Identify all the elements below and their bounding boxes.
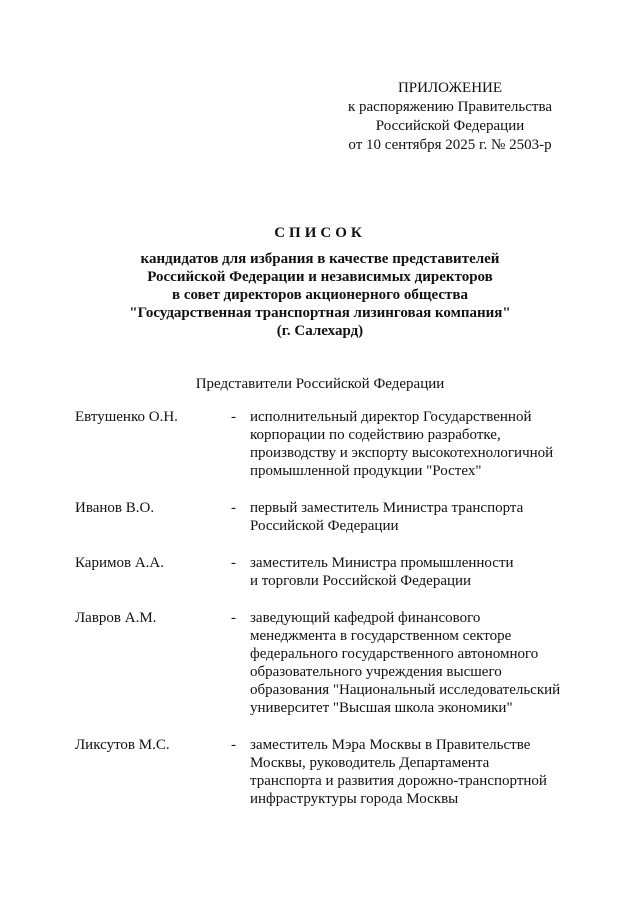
position-line: первый заместитель Министра транспорта: [250, 500, 524, 516]
position-line: менеджмента в государственном секторе: [250, 628, 512, 644]
subtitle-line: (г. Салехард): [276, 323, 364, 339]
member-position: [250, 499, 570, 535]
member-dash: -: [231, 610, 236, 626]
member-dash: -: [231, 555, 236, 571]
position-line: образования "Национальный исследовательский: [250, 682, 561, 698]
position-line: Российской Федерации: [250, 518, 399, 534]
member-name: Иванов В.О.: [75, 500, 155, 516]
section-heading: Представители Российской Федерации: [195, 376, 445, 392]
member-entry: [0, 554, 640, 590]
position-line: образовательного учреждения высшего: [250, 664, 502, 680]
appendix-reference-line: к распоряжению Правительства: [347, 99, 552, 115]
appendix-reference-line: от 10 сентября 2025 г. № 2503-р: [348, 137, 552, 153]
member-entry: [0, 609, 640, 717]
position-line: университет "Высшая школа экономики": [250, 700, 513, 716]
member-name: Лавров А.М.: [75, 610, 157, 626]
member-dash: -: [231, 409, 236, 425]
member-entry: [0, 408, 640, 480]
position-line: инфраструктуры города Москвы: [250, 791, 459, 807]
appendix-header: [330, 79, 570, 155]
document-subtitle: [0, 250, 640, 340]
position-line: заведующий кафедрой финансового: [250, 610, 481, 626]
position-line: Москвы, руководитель Департамента: [250, 755, 490, 771]
position-line: корпорации по содействию разработке,: [250, 427, 501, 443]
member-dash: -: [231, 737, 236, 753]
member-entry: [0, 499, 640, 535]
member-name: Каримов А.А.: [75, 555, 164, 571]
appendix-reference-line: Российской Федерации: [375, 118, 525, 134]
position-line: производству и экспорту высокотехнологичной: [250, 445, 554, 461]
position-line: исполнительный директор Государственной: [250, 409, 532, 425]
position-line: транспорта и развития дорожно-транспортной: [250, 773, 547, 789]
member-position: [250, 609, 570, 717]
position-line: федерального государственного автономного: [250, 646, 539, 662]
subtitle-line: Российской Федерации и независимых директоров: [147, 269, 493, 285]
subtitle-line: "Государственная транспортная лизинговая компания": [129, 305, 511, 321]
document-title: СПИСОК: [274, 225, 366, 241]
position-line: промышленной продукции "Ростех": [250, 463, 482, 479]
appendix-label: ПРИЛОЖЕНИЕ: [397, 80, 503, 96]
member-position: [250, 736, 570, 808]
members-list: [0, 408, 640, 808]
member-position: [250, 554, 570, 590]
subtitle-line: в совет директоров акционерного общества: [172, 287, 468, 303]
member-name: Ликсутов М.С.: [75, 737, 170, 753]
position-line: и торговли Российской Федерации: [250, 573, 472, 589]
member-name: Евтушенко О.Н.: [75, 409, 178, 425]
member-position: [250, 408, 570, 480]
member-dash: -: [231, 500, 236, 516]
position-line: заместитель Мэра Москвы в Правительстве: [250, 737, 531, 753]
member-entry: [0, 736, 640, 808]
subtitle-line: кандидатов для избрания в качестве представителей: [140, 251, 500, 267]
position-line: заместитель Министра промышленности: [250, 555, 514, 571]
